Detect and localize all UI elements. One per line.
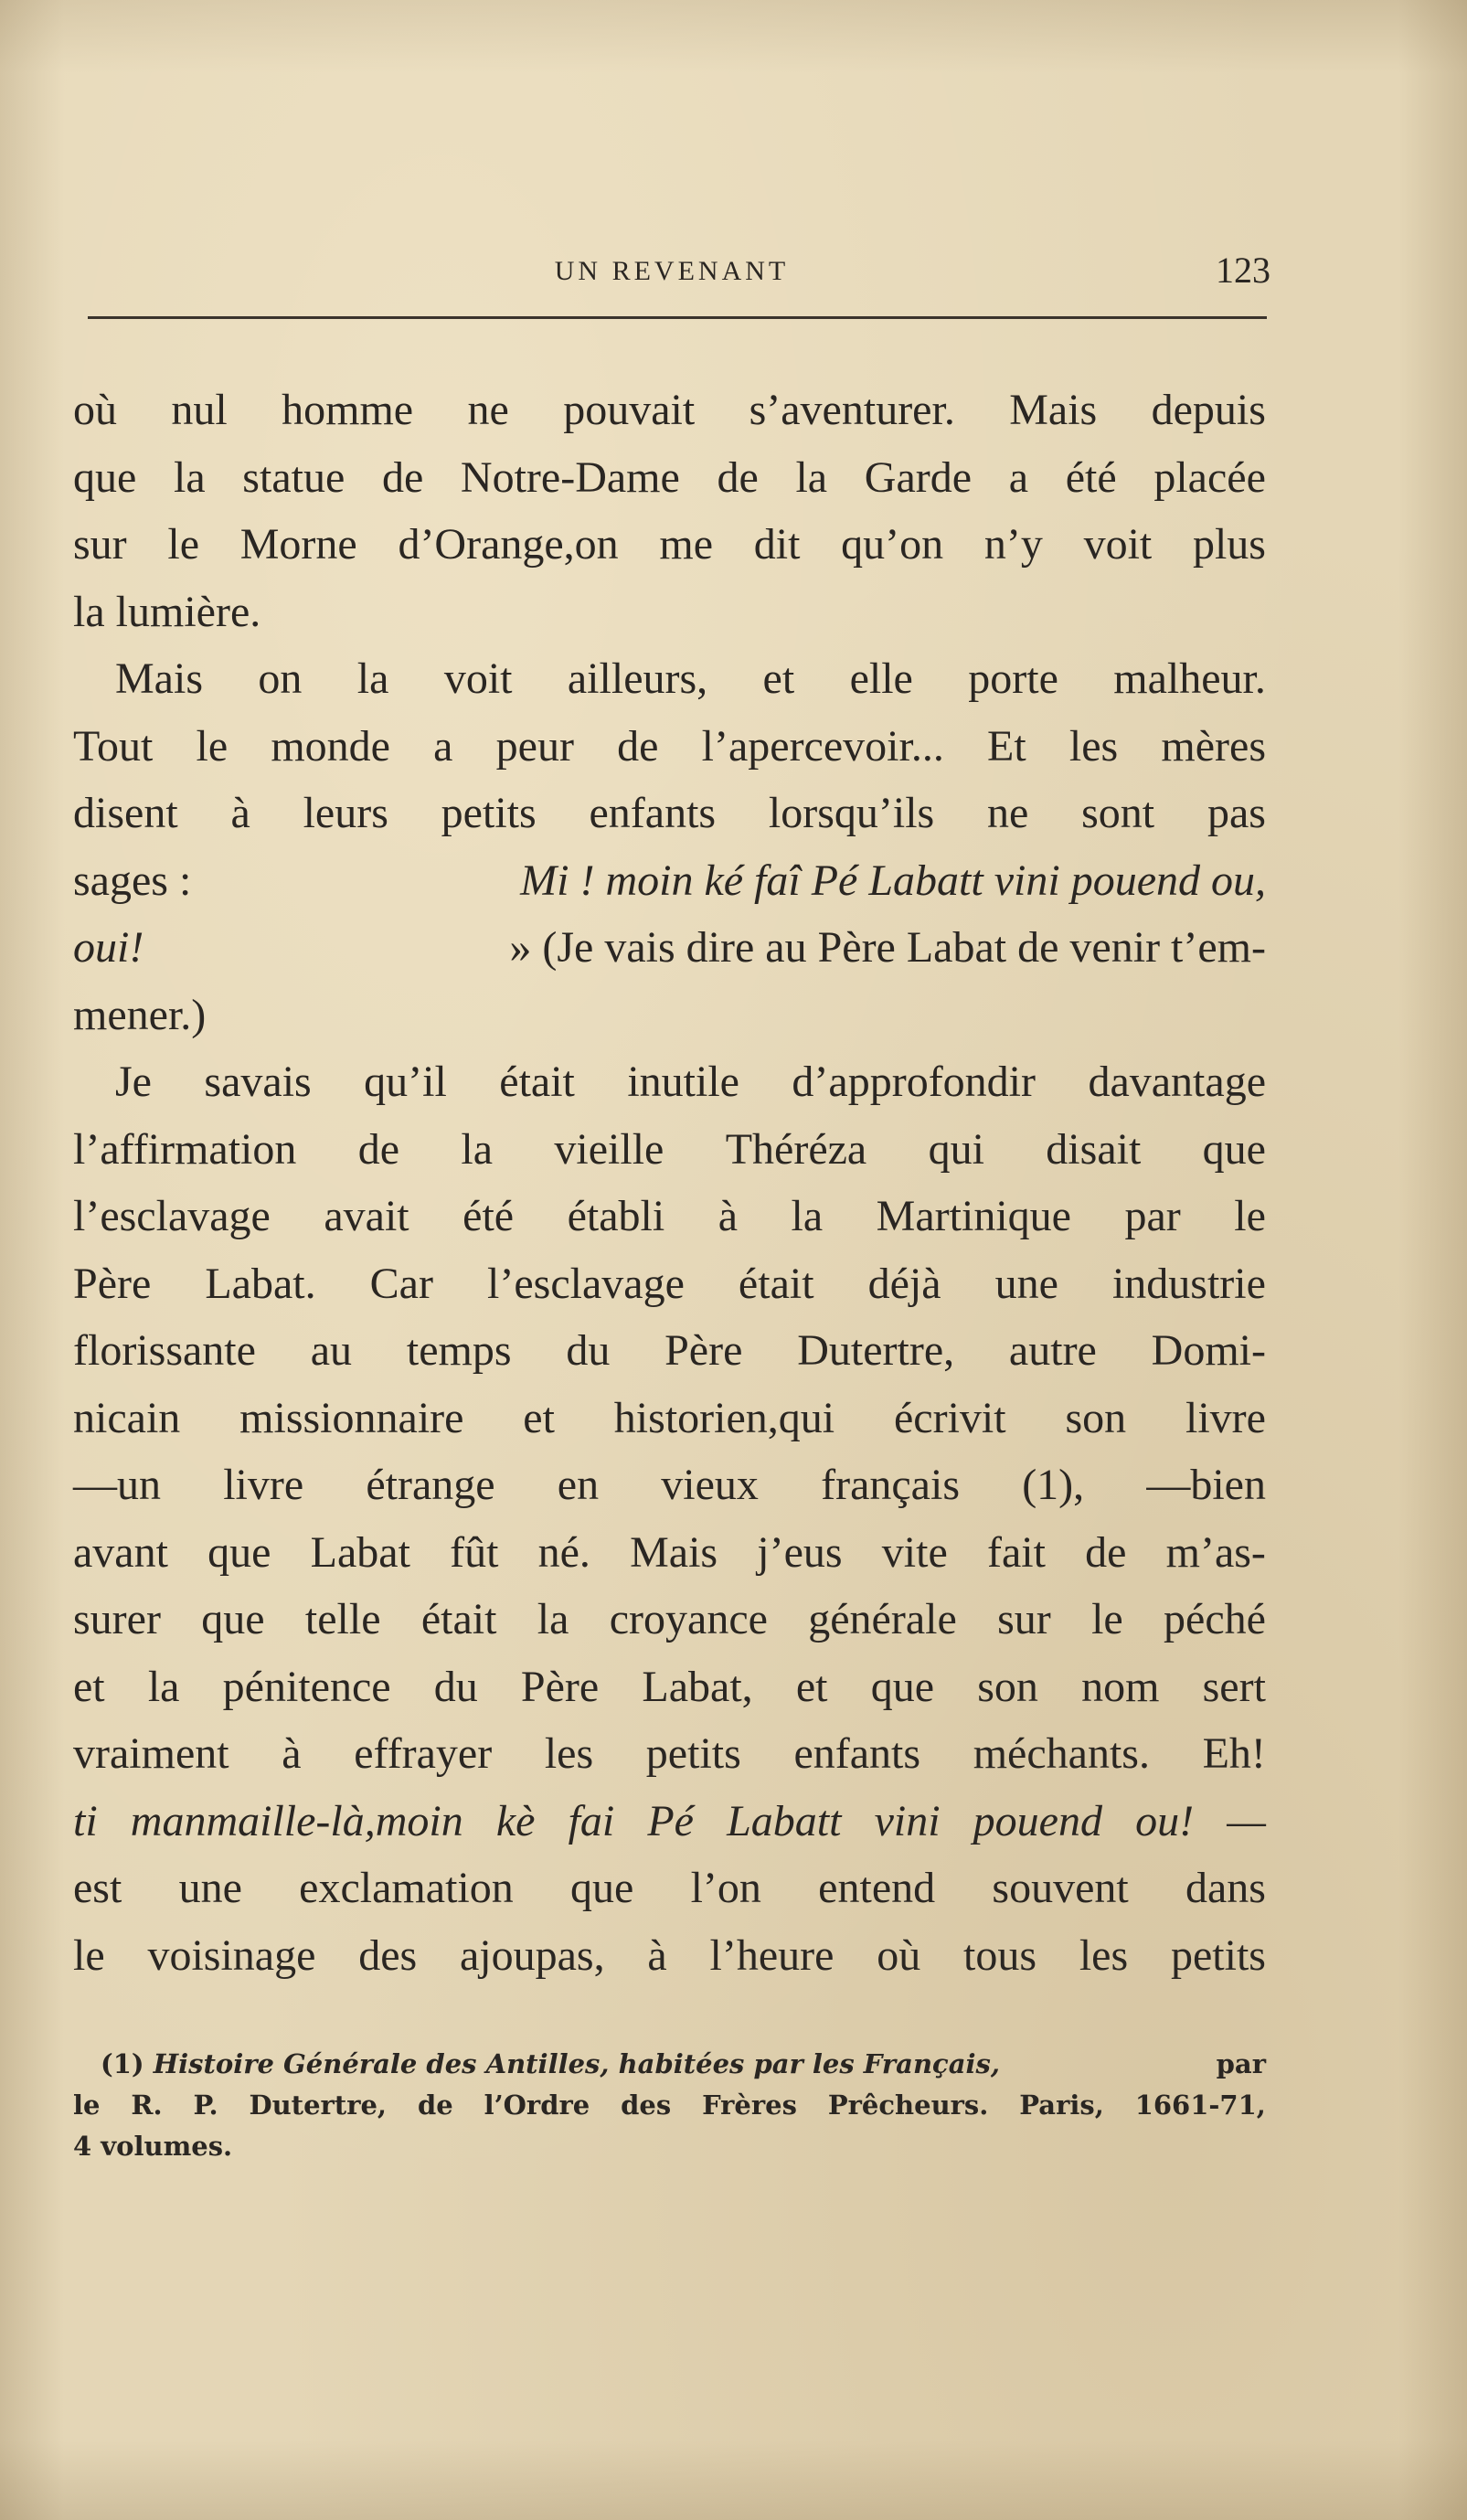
word: sur: [997, 1595, 1051, 1643]
word: que: [73, 452, 137, 502]
word: a: [1008, 452, 1029, 502]
word: vieille: [554, 1124, 664, 1174]
word: de: [381, 452, 424, 502]
word: fût: [450, 1527, 499, 1577]
footnote: [73, 2044, 1266, 2167]
word: d’approfondir: [792, 1058, 1036, 1106]
word: Je: [115, 1058, 152, 1106]
word: dit: [753, 520, 801, 569]
word: petits: [1170, 1930, 1266, 1980]
word: croyance: [609, 1595, 768, 1643]
text-line: [73, 1385, 1266, 1452]
text-line: [73, 1451, 1266, 1519]
word: Car: [369, 1259, 433, 1308]
word: nicain: [73, 1393, 181, 1442]
word: la: [461, 1124, 494, 1174]
word: pas: [1207, 789, 1266, 837]
word: était: [738, 1259, 814, 1308]
word: enfants: [589, 789, 717, 837]
word: déjà: [867, 1259, 941, 1308]
word: davantage: [1088, 1058, 1266, 1106]
text-line: [73, 1317, 1266, 1385]
word: 1661-71,: [1134, 2089, 1266, 2121]
word: le: [1234, 1192, 1266, 1240]
word: ne: [467, 386, 509, 434]
word: m’as-: [1165, 1527, 1266, 1577]
word: né.: [537, 1527, 590, 1577]
word: vieux: [661, 1461, 759, 1509]
word: Mais: [115, 654, 203, 703]
word: la: [173, 452, 206, 502]
word: le: [196, 721, 229, 771]
word: que: [870, 1662, 934, 1711]
word: vini: [874, 1796, 941, 1845]
word: en: [557, 1461, 600, 1509]
footnote-citation: [101, 2044, 1000, 2085]
word: à: [718, 1192, 739, 1240]
word: monde: [271, 721, 390, 771]
creole-quote: oui!: [73, 923, 155, 972]
word: été: [1065, 452, 1117, 502]
word: Tout: [73, 721, 154, 771]
word: générale: [808, 1595, 957, 1643]
word: établi: [567, 1192, 665, 1240]
word: surer: [73, 1595, 161, 1643]
word: les: [1079, 1930, 1129, 1980]
word: Labat.: [205, 1259, 316, 1308]
word: pouend: [973, 1796, 1102, 1845]
word: l’Ordre: [484, 2089, 590, 2121]
text-fragment: sages :: [73, 856, 203, 905]
word: du: [433, 1662, 478, 1711]
word: où: [877, 1930, 921, 1980]
word: pénitence: [222, 1662, 391, 1711]
word: l’affirmation: [73, 1124, 297, 1174]
word: exclamation: [299, 1864, 514, 1912]
word: l’esclavage: [73, 1192, 271, 1240]
word: Mais: [1009, 386, 1098, 434]
text-line: [73, 1250, 1266, 1318]
text-line: [73, 780, 1266, 847]
word: sont: [1081, 789, 1155, 837]
word: le: [167, 520, 200, 569]
word: industrie: [1111, 1259, 1266, 1308]
word: Martinique: [876, 1192, 1071, 1240]
word: malheur.: [1113, 654, 1266, 703]
word: ne: [987, 789, 1029, 837]
word: on: [258, 654, 303, 703]
word: Eh!: [1202, 1729, 1266, 1778]
word: florissante: [73, 1326, 256, 1375]
word: la: [147, 1662, 180, 1711]
body-text: [73, 377, 1266, 1989]
text-line: [73, 1653, 1266, 1721]
word: nul: [171, 386, 228, 434]
word: disent: [73, 789, 178, 837]
word: n’y: [983, 520, 1043, 569]
word: tous: [963, 1930, 1037, 1980]
word: savais: [204, 1058, 312, 1106]
word: son: [977, 1662, 1038, 1711]
word: Domi-: [1151, 1326, 1266, 1375]
word: entend: [818, 1864, 936, 1912]
header-rule: [88, 316, 1267, 319]
text-line: [73, 1855, 1266, 1922]
word: ti: [73, 1796, 98, 1845]
word: livre: [1185, 1393, 1266, 1442]
word: au: [310, 1326, 353, 1375]
word: de: [717, 452, 759, 502]
footnote-line: 4 volumes.: [73, 2131, 233, 2162]
word: que: [570, 1864, 634, 1912]
word: que: [207, 1527, 271, 1577]
word: —bien: [1146, 1461, 1266, 1509]
text-line: [73, 645, 1266, 713]
word: le: [73, 1930, 105, 1980]
word: placée: [1153, 452, 1266, 502]
word: qui: [928, 1124, 984, 1174]
word: péché: [1164, 1595, 1266, 1643]
word: l’esclavage: [487, 1259, 685, 1308]
word: —un: [73, 1461, 161, 1509]
word: d’Orange,on: [398, 520, 619, 569]
word: historien,qui: [613, 1393, 835, 1442]
word: Père: [73, 1259, 152, 1308]
word: l’heure: [709, 1930, 834, 1980]
word: français: [821, 1461, 960, 1509]
word: elle: [849, 654, 913, 703]
word: est: [73, 1864, 122, 1912]
word: me: [659, 520, 714, 569]
word: Labatt: [727, 1796, 842, 1845]
word: des: [358, 1930, 418, 1980]
page-header: [73, 249, 1270, 294]
word: à: [647, 1930, 667, 1980]
word: homme: [282, 386, 414, 434]
text-line: [73, 1116, 1266, 1184]
word: voisinage: [147, 1930, 316, 1980]
word: qu’on: [841, 520, 944, 569]
word: de: [417, 2089, 453, 2121]
word: et: [73, 1662, 105, 1711]
word: des: [621, 2089, 672, 2121]
word: R.: [131, 2089, 163, 2121]
word: à: [282, 1729, 302, 1778]
word: —: [1227, 1796, 1266, 1845]
text-fragment: » (Je vais dire au Père Labat de venir t’em-: [509, 923, 1266, 972]
word: lorsqu’ils: [768, 789, 935, 837]
footnote-title: Histoire Générale des Antilles, habitées par les Français,: [153, 2048, 1000, 2079]
word: Père: [520, 1662, 600, 1711]
word: la: [537, 1595, 569, 1643]
word: fait: [986, 1527, 1046, 1577]
word: du: [566, 1326, 611, 1375]
word: les: [1068, 721, 1119, 771]
word: la: [795, 452, 828, 502]
word: de: [617, 721, 659, 771]
word: petits: [645, 1729, 741, 1778]
word: et: [523, 1393, 555, 1442]
word: mères: [1161, 721, 1266, 771]
footnote-text: par: [1216, 2048, 1266, 2079]
word: qu’il: [364, 1058, 447, 1106]
word: voit: [443, 654, 513, 703]
word: Frères: [702, 2089, 797, 2121]
creole-quote: Mi ! moin ké faî Pé Labatt vini pouend ou,: [520, 856, 1266, 905]
text-line: [73, 1922, 1266, 1990]
text-line: [73, 1519, 1266, 1587]
text-line: [73, 1720, 1266, 1788]
word: à: [230, 789, 250, 837]
word: l’apercevoir...: [701, 721, 944, 771]
word: Mais: [630, 1527, 718, 1577]
word: Morne: [239, 520, 357, 569]
word: Labat,: [642, 1662, 753, 1711]
running-title: UN REVENANT: [554, 256, 790, 286]
word: missionnaire: [239, 1393, 464, 1442]
word: que: [1202, 1124, 1266, 1174]
word: la: [791, 1192, 824, 1240]
word: temps: [406, 1326, 512, 1375]
word: et: [795, 1662, 828, 1711]
word: dans: [1185, 1864, 1266, 1912]
text-line: [73, 444, 1266, 512]
word: de: [357, 1124, 400, 1174]
word: Garde: [864, 452, 973, 502]
word: que: [201, 1595, 265, 1643]
text-line: [73, 377, 1266, 444]
word: avait: [324, 1192, 409, 1240]
word: le: [73, 2089, 101, 2121]
word: les: [544, 1729, 594, 1778]
footnote-line: [73, 2085, 1266, 2126]
word: ailleurs,: [567, 654, 708, 703]
word: nom: [1081, 1662, 1160, 1711]
word: plus: [1192, 520, 1266, 569]
word: Paris,: [1019, 2089, 1104, 2121]
word: j’eus: [757, 1527, 843, 1577]
footnote-marker: (1): [101, 2048, 154, 2079]
word: Pé: [647, 1796, 694, 1845]
word: statue: [242, 452, 345, 502]
word: Et: [987, 721, 1026, 771]
word: ajoupas,: [459, 1930, 605, 1980]
word: Notre-Dame: [460, 452, 680, 502]
page-number: 123: [1216, 250, 1270, 291]
word: écrivit: [893, 1393, 1006, 1442]
word: son: [1065, 1393, 1127, 1442]
word: l’on: [690, 1864, 761, 1912]
word: enfants: [793, 1729, 921, 1778]
word: s’aventurer.: [749, 386, 955, 434]
text-line: [73, 1183, 1266, 1250]
word: le: [1091, 1595, 1123, 1643]
word: et: [762, 654, 795, 703]
word: porte: [968, 654, 1058, 703]
word: méchants.: [973, 1729, 1150, 1778]
word: leurs: [303, 789, 388, 837]
word: pouvait: [563, 386, 696, 434]
word: était: [420, 1595, 497, 1643]
word: Labat: [310, 1527, 410, 1577]
word: été: [462, 1192, 515, 1240]
word: sert: [1202, 1662, 1266, 1711]
word: effrayer: [354, 1729, 493, 1778]
word: Dutertre,: [249, 2089, 388, 2121]
word: ou!: [1135, 1796, 1195, 1845]
word: avant: [73, 1527, 168, 1577]
word: telle: [304, 1595, 381, 1643]
word: (1),: [1022, 1461, 1085, 1509]
word: kè: [495, 1796, 536, 1845]
word: étrange: [366, 1461, 495, 1509]
word: où: [73, 386, 117, 434]
footnote-line: [73, 2044, 1266, 2085]
word: une: [178, 1864, 242, 1912]
word: manmaille-là,moin: [130, 1796, 463, 1845]
creole-quote-line: [73, 1788, 1266, 1855]
text-line: [73, 511, 1266, 579]
word: de: [1085, 1527, 1127, 1577]
word: la: [356, 654, 389, 703]
word: P.: [193, 2089, 218, 2121]
word: depuis: [1151, 386, 1266, 434]
word: Prêcheurs.: [827, 2089, 989, 2121]
word: souvent: [992, 1864, 1129, 1912]
word: inutile: [627, 1058, 739, 1106]
text-line: [73, 1048, 1266, 1116]
text-line: [73, 847, 1266, 915]
word: vraiment: [73, 1729, 229, 1778]
word: fai: [568, 1796, 615, 1845]
word: Père: [664, 1326, 743, 1375]
text-line: la lumière.: [73, 587, 261, 636]
word: vite: [881, 1527, 948, 1577]
word: Théréza: [725, 1124, 867, 1174]
word: petits: [441, 789, 537, 837]
word: voit: [1083, 520, 1153, 569]
word: disait: [1046, 1124, 1142, 1174]
text-line: [73, 1586, 1266, 1653]
text-line: [73, 914, 1266, 982]
word: Dutertre,: [797, 1326, 955, 1375]
text-line: [73, 713, 1266, 781]
word: une: [994, 1259, 1058, 1308]
word: peur: [495, 721, 574, 771]
word: par: [1124, 1192, 1181, 1240]
word: autre: [1008, 1326, 1097, 1375]
word: était: [499, 1058, 575, 1106]
word: a: [433, 721, 453, 771]
word: livre: [223, 1461, 304, 1509]
text-line: mener.): [73, 990, 207, 1039]
word: sur: [73, 520, 127, 569]
